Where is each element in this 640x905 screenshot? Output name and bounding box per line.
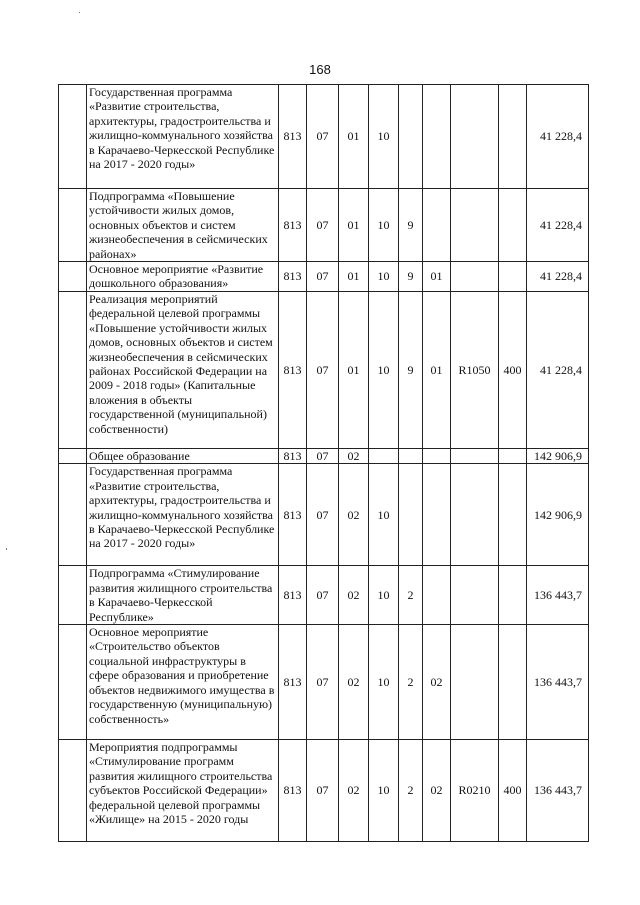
- cell-ministry: 813: [279, 292, 307, 449]
- cell-ministry: 813: [279, 85, 307, 189]
- cell-subprogram: [399, 449, 423, 464]
- table-row: [59, 449, 589, 464]
- table-row: [59, 262, 589, 292]
- cell-section: 07: [307, 262, 339, 292]
- cell-expense-type: [499, 449, 527, 464]
- scan-speck: [6, 548, 7, 550]
- cell-expense-type: [499, 189, 527, 262]
- cell-amount: 136 443,7: [527, 625, 589, 740]
- table-row: [59, 464, 589, 566]
- cell-section: 07: [307, 566, 339, 625]
- table-row: [59, 189, 589, 262]
- cell-subprogram: 9: [399, 262, 423, 292]
- cell-amount: 136 443,7: [527, 740, 589, 842]
- cell-direction: [451, 262, 499, 292]
- cell-measure: [423, 566, 451, 625]
- cell-program: 10: [369, 85, 399, 189]
- cell-expense-type: [499, 566, 527, 625]
- table-row: [59, 292, 589, 449]
- cell-ministry: 813: [279, 464, 307, 566]
- cell-subprogram: 9: [399, 189, 423, 262]
- cell-program: 10: [369, 625, 399, 740]
- table-row: [59, 566, 589, 625]
- cell-ministry: 813: [279, 740, 307, 842]
- cell-amount: 41 228,4: [527, 262, 589, 292]
- table-row: [59, 625, 589, 740]
- cell-name: Государственная программа «Развитие строительства, архитектуры, градостроительства и жилищно-коммунального хозяйства в Карачаево-Черкесской Республике на 2017 - 2020 годы»: [87, 85, 279, 189]
- cell-subsection: 02: [339, 449, 369, 464]
- cell-index: [59, 566, 87, 625]
- cell-amount: 41 228,4: [527, 189, 589, 262]
- cell-program: 10: [369, 464, 399, 566]
- cell-ministry: 813: [279, 262, 307, 292]
- cell-expense-type: [499, 625, 527, 740]
- cell-name: Подпрограмма «Стимулирование развития жилищного строительства в Карачаево-Черкесской Республике»: [87, 566, 279, 625]
- cell-measure: [423, 464, 451, 566]
- cell-subprogram: [399, 464, 423, 566]
- cell-amount: 41 228,4: [527, 85, 589, 189]
- cell-amount: 136 443,7: [527, 566, 589, 625]
- cell-amount: 142 906,9: [527, 464, 589, 566]
- cell-direction: [451, 189, 499, 262]
- cell-index: [59, 189, 87, 262]
- cell-subprogram: 2: [399, 625, 423, 740]
- cell-index: [59, 449, 87, 464]
- cell-name: Мероприятия подпрограммы «Стимулирование программ развития жилищного строительства субъектов Российской Федерации» федеральной целевой программы «Жилище» на 2015 - 2020 годы: [87, 740, 279, 842]
- cell-section: 07: [307, 292, 339, 449]
- cell-ministry: 813: [279, 625, 307, 740]
- cell-index: [59, 740, 87, 842]
- table-row: [59, 85, 589, 189]
- cell-measure: [423, 85, 451, 189]
- cell-expense-type: [499, 262, 527, 292]
- cell-direction: [451, 449, 499, 464]
- cell-name: Реализация мероприятий федеральной целевой программы «Повышение устойчивости жилых домов, основных объектов и систем жизнеобеспечения в сейсмических районах Российской Федерации на 2009 - 2018 годы» (Капитальные вложения в объекты государственной (муниципальной) собственности): [87, 292, 279, 449]
- cell-section: 07: [307, 625, 339, 740]
- cell-direction: [451, 85, 499, 189]
- cell-amount: 142 906,9: [527, 449, 589, 464]
- cell-subsection: 02: [339, 740, 369, 842]
- cell-subsection: 02: [339, 625, 369, 740]
- cell-program: 10: [369, 740, 399, 842]
- cell-amount: 41 228,4: [527, 292, 589, 449]
- cell-index: [59, 85, 87, 189]
- cell-index: [59, 292, 87, 449]
- cell-section: 07: [307, 449, 339, 464]
- cell-subprogram: [399, 85, 423, 189]
- cell-measure: [423, 449, 451, 464]
- cell-direction: [451, 566, 499, 625]
- cell-direction: [451, 464, 499, 566]
- cell-measure: 02: [423, 740, 451, 842]
- cell-direction: R0210: [451, 740, 499, 842]
- cell-measure: 01: [423, 292, 451, 449]
- cell-expense-type: 400: [499, 292, 527, 449]
- cell-measure: 01: [423, 262, 451, 292]
- cell-subprogram: 2: [399, 740, 423, 842]
- cell-subsection: 01: [339, 85, 369, 189]
- cell-subprogram: 9: [399, 292, 423, 449]
- cell-program: 10: [369, 189, 399, 262]
- cell-direction: [451, 625, 499, 740]
- cell-ministry: 813: [279, 449, 307, 464]
- cell-name: Основное мероприятие «Развитие дошкольного образования»: [87, 262, 279, 292]
- cell-measure: 02: [423, 625, 451, 740]
- cell-program: 10: [369, 262, 399, 292]
- cell-index: [59, 262, 87, 292]
- cell-section: 07: [307, 85, 339, 189]
- scan-speck: [79, 12, 80, 13]
- cell-program: [369, 449, 399, 464]
- cell-direction: R1050: [451, 292, 499, 449]
- cell-program: 10: [369, 292, 399, 449]
- cell-subsection: 02: [339, 464, 369, 566]
- cell-subsection: 01: [339, 262, 369, 292]
- cell-subsection: 01: [339, 292, 369, 449]
- cell-ministry: 813: [279, 189, 307, 262]
- budget-table: [58, 84, 589, 842]
- cell-section: 07: [307, 189, 339, 262]
- cell-index: [59, 625, 87, 740]
- cell-section: 07: [307, 464, 339, 566]
- table-row: [59, 740, 589, 842]
- cell-name: Основное мероприятие «Строительство объектов социальной инфраструктуры в сфере образования и приобретение объектов недвижимого имущества в государственную (муниципальную) собственность»: [87, 625, 279, 740]
- cell-expense-type: [499, 85, 527, 189]
- cell-measure: [423, 189, 451, 262]
- cell-ministry: 813: [279, 566, 307, 625]
- cell-name: Общее образование: [87, 449, 279, 464]
- cell-index: [59, 464, 87, 566]
- cell-name: Государственная программа «Развитие строительства, архитектуры, градостроительства и жилищно-коммунального хозяйства в Карачаево-Черкесской Республике на 2017 - 2020 годы»: [87, 464, 279, 566]
- cell-subsection: 02: [339, 566, 369, 625]
- cell-program: 10: [369, 566, 399, 625]
- cell-name: Подпрограмма «Повышение устойчивости жилых домов, основных объектов и систем жизнеобеспечения в сейсмических районах»: [87, 189, 279, 262]
- cell-subprogram: 2: [399, 566, 423, 625]
- cell-expense-type: [499, 464, 527, 566]
- cell-subsection: 01: [339, 189, 369, 262]
- cell-expense-type: 400: [499, 740, 527, 842]
- page-number: 168: [309, 62, 331, 77]
- cell-section: 07: [307, 740, 339, 842]
